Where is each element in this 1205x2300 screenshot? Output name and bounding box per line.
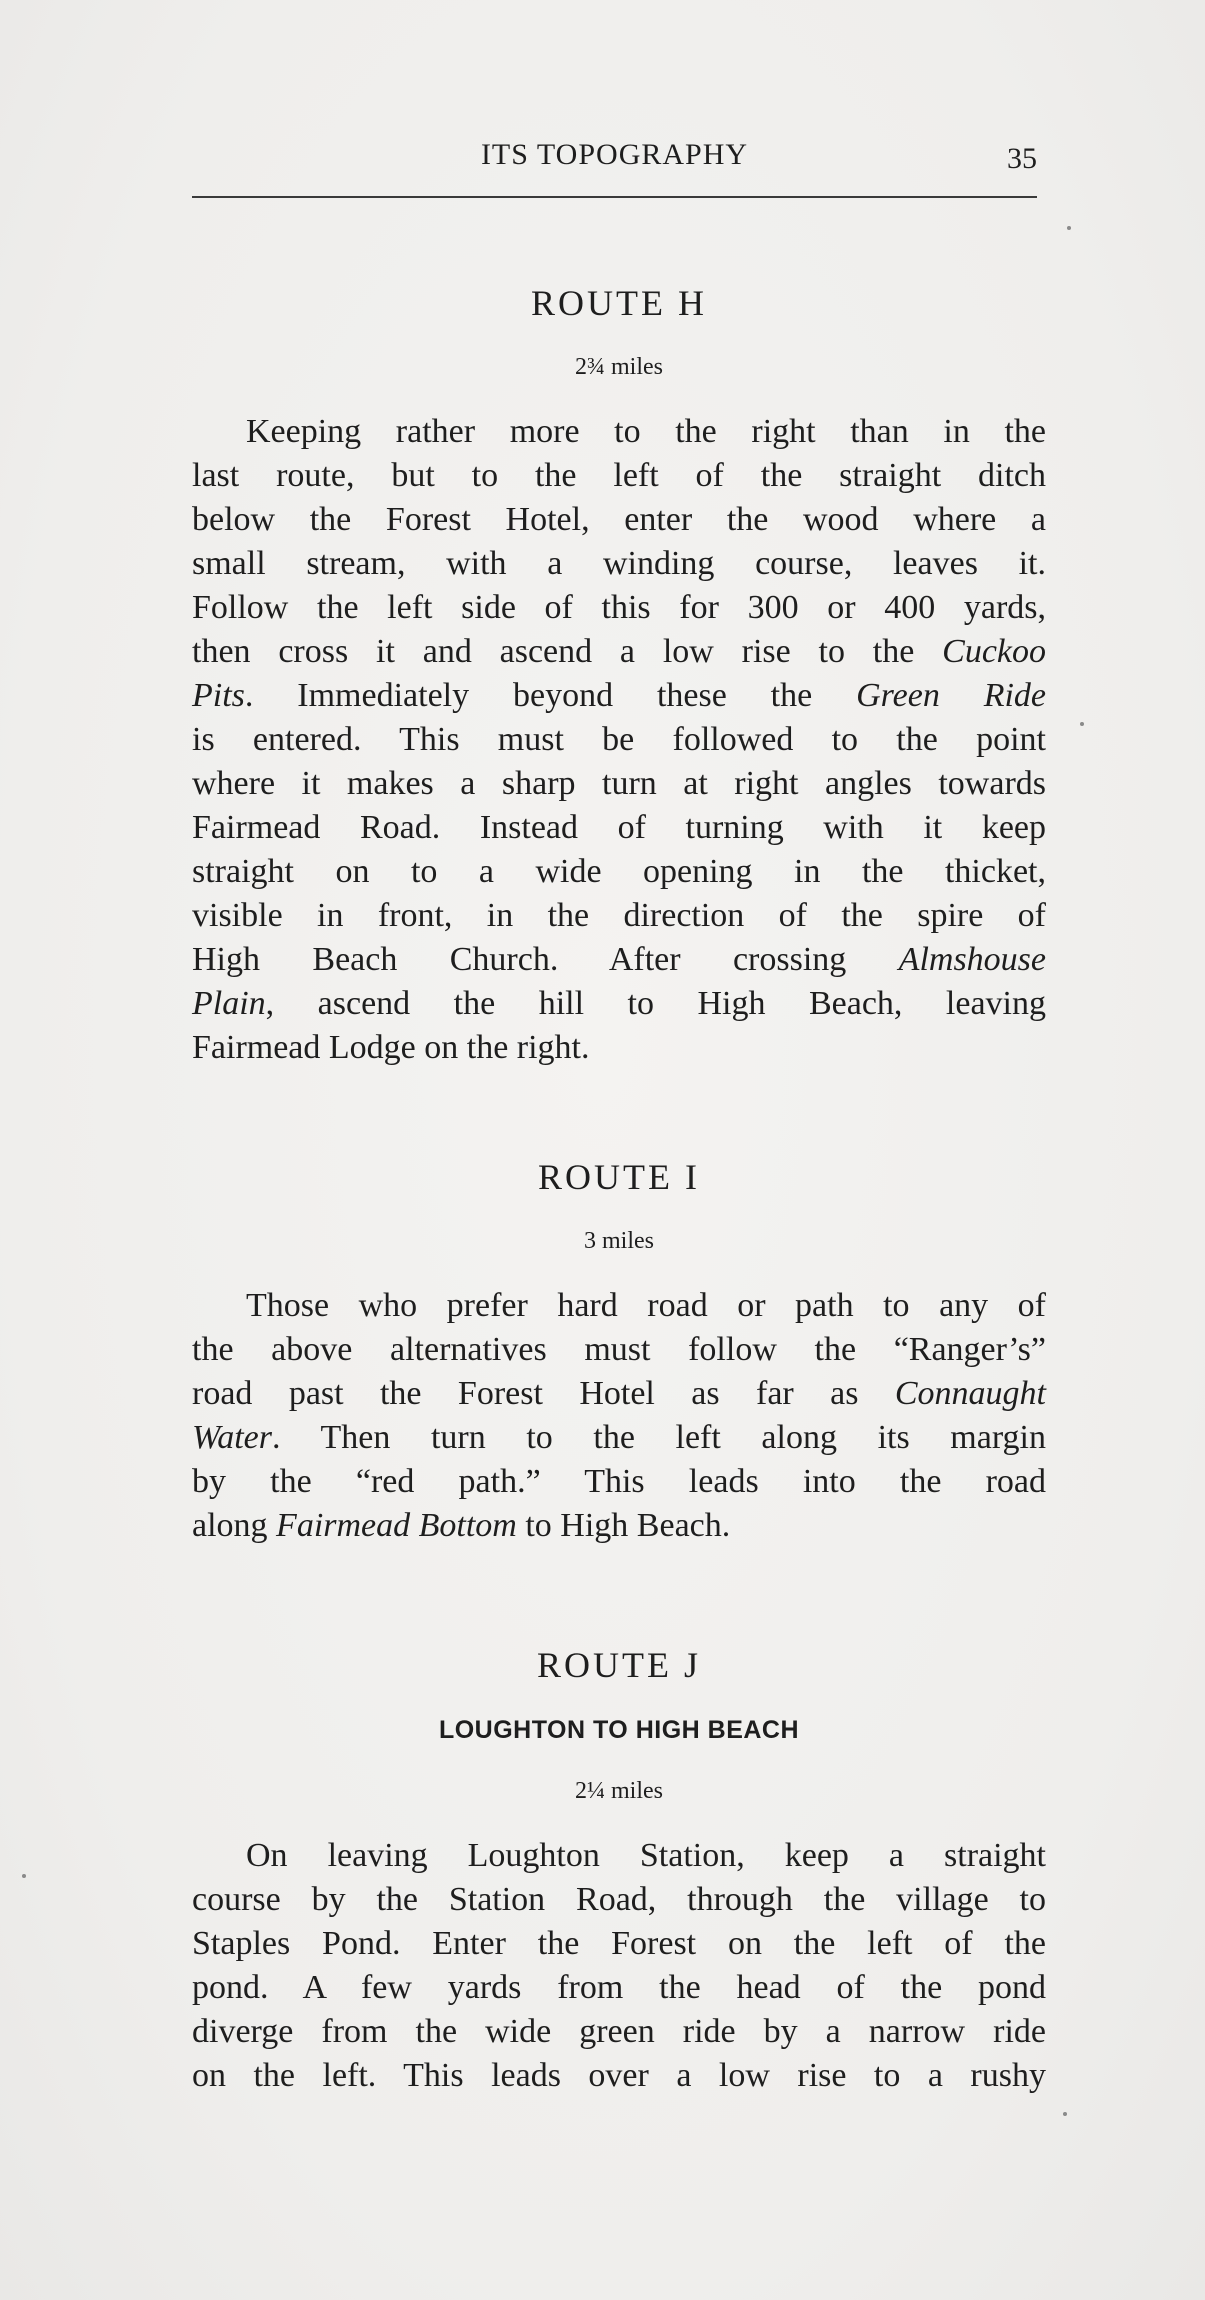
- route-j-subheading: LOUGHTON TO HIGH BEACH: [438, 1716, 800, 1744]
- text-line: where it makes a sharp turn at right angles towards: [192, 765, 1046, 802]
- route-j-distance: 2¼ miles: [575, 1778, 663, 1804]
- text-line: Pits. Immediately beyond these the Green Ride: [192, 677, 1046, 714]
- place-name: Pits: [192, 677, 245, 714]
- text-line: Water. Then turn to the left along its margin: [192, 1419, 1046, 1456]
- route-h-paragraph: [192, 410, 1046, 1070]
- text-line: On leaving Loughton Station, keep a straight: [246, 1837, 1046, 1874]
- route-h-heading: ROUTE H: [531, 283, 707, 323]
- route-j-paragraph: [192, 1834, 1046, 2098]
- text-line: High Beach Church. After crossing Almshouse: [192, 941, 1046, 978]
- text-line: pond. A few yards from the head of the pond: [192, 1969, 1046, 2006]
- place-name: Plain: [192, 985, 266, 1022]
- text-line: along Fairmead Bottom to High Beach.: [192, 1507, 731, 1544]
- text-line: Plain, ascend the hill to High Beach, leaving: [192, 985, 1046, 1022]
- text-line: diverge from the wide green ride by a narrow ride: [192, 2013, 1046, 2050]
- text-line: small stream, with a winding course, leaves it.: [192, 545, 1046, 582]
- text-line: the above alternatives must follow the “Ranger’s”: [192, 1331, 1046, 1368]
- text-line: straight on to a wide opening in the thicket,: [192, 853, 1046, 890]
- text-line: Fairmead Lodge on the right.: [192, 1029, 590, 1066]
- text-line: last route, but to the left of the straight ditch: [192, 457, 1046, 494]
- place-name: Cuckoo: [942, 633, 1046, 670]
- route-i-heading: ROUTE I: [538, 1157, 700, 1197]
- place-name: Green Ride: [856, 677, 1046, 714]
- place-name: Almshouse: [898, 941, 1046, 978]
- text-line: on the left. This leads over a low rise to a rushy: [192, 2057, 1046, 2094]
- route-i-paragraph: [192, 1284, 1046, 1548]
- text-line: Those who prefer hard road or path to any of: [246, 1287, 1046, 1324]
- place-name: Connaught: [894, 1375, 1046, 1412]
- place-name: Fairmead Bottom: [276, 1507, 517, 1544]
- text-line: Keeping rather more to the right than in the: [246, 413, 1046, 450]
- page-number: 35: [1007, 142, 1037, 175]
- paper-speck: [1063, 2112, 1067, 2116]
- text-line: road past the Forest Hotel as far as Connaught: [192, 1375, 1046, 1412]
- text-line: Fairmead Road. Instead of turning with it keep: [192, 809, 1046, 846]
- route-i-distance: 3 miles: [584, 1228, 654, 1254]
- route-j-heading: ROUTE J: [537, 1645, 701, 1685]
- paper-speck: [1080, 722, 1084, 726]
- text-line: by the “red path.” This leads into the road: [192, 1463, 1046, 1500]
- text-line: course by the Station Road, through the village to: [192, 1881, 1046, 1918]
- paper-speck: [1067, 226, 1071, 230]
- text-line: below the Forest Hotel, enter the wood where a: [192, 501, 1046, 538]
- place-name: Water: [192, 1419, 272, 1456]
- text-line: then cross it and ascend a low rise to the Cuckoo: [192, 633, 1046, 670]
- text-line: Staples Pond. Enter the Forest on the left of the: [192, 1925, 1046, 1962]
- text-line: Follow the left side of this for 300 or 400 yards,: [192, 589, 1046, 626]
- text-line: is entered. This must be followed to the point: [192, 721, 1046, 758]
- running-head: [192, 138, 1037, 182]
- paper-speck: [22, 1874, 26, 1878]
- header-rule: [192, 196, 1037, 198]
- running-title: ITS TOPOGRAPHY: [480, 138, 749, 171]
- text-line: visible in front, in the direction of the spire of: [192, 897, 1046, 934]
- route-h-distance: 2¾ miles: [575, 354, 663, 380]
